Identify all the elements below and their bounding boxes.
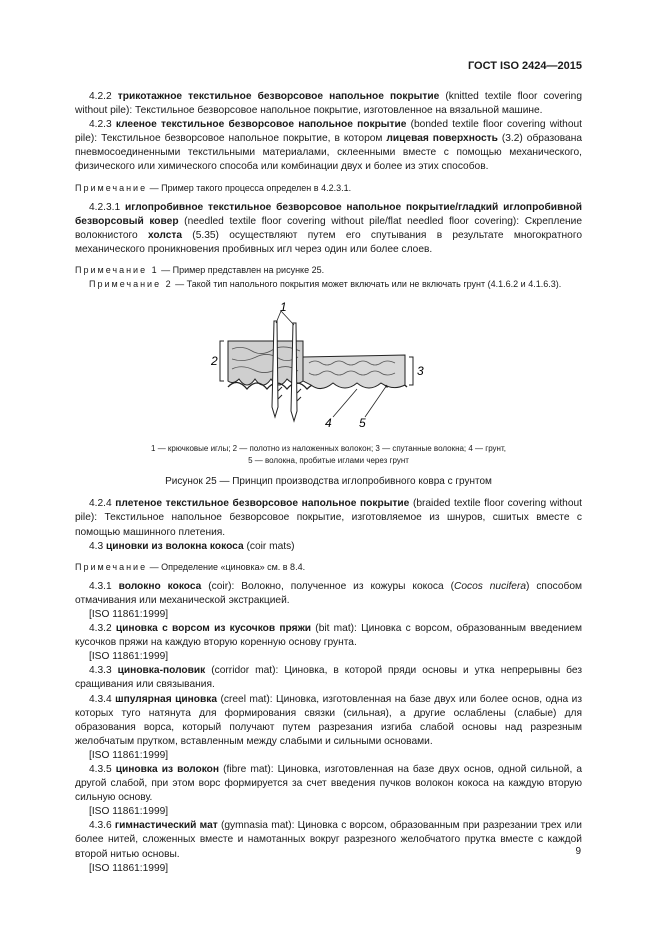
needle-hooks (278, 387, 301, 401)
clause-4-3-5: 4.3.5 циновка из волокон (fibre mat): Циновка, изготовленная на базе двух основ, одной сильной, а другой слабой, при этом ворс формируется за счет введения пучков волокон кокоса на каждую вторую сильную основу. (75, 764, 583, 804)
clause-4-2-3: 4.2.3 клееное текстильное безворсовое напольное покрытие (bonded textile floor covering without pile): Текстильное безворсовое напольное покрытие, в котором лицевая поверхность (3.2) образована пневмосоединенными текстильными материалами, склеенными вместе с помощью механического, физического или химического способа или комбинации двух и более из этих способов. (75, 119, 582, 173)
reference-4-3-2: [ISO 11861:1999] (89, 651, 169, 663)
figure-label-1: 1 (280, 300, 287, 315)
clause-4-3-6: 4.3.6 гимнастический мат (gymnasia mat): Циновка с ворсом, образованным при разрезании трех или более нитей, сложенных вместе и намотанных вокруг разрезного желобчатого прутка вместе с каждой второй нитью основы. (75, 820, 582, 860)
bracket-2 (220, 341, 224, 381)
legend-line-2: 5 — волокна, пробитые иглами через грунт (248, 456, 409, 466)
page-number: 9 (575, 846, 581, 857)
leader-4 (333, 389, 357, 417)
bracket-3 (409, 357, 413, 385)
note-4-2-3-1-a: Примечание 1 — Пример представлен на рисунке 25. (75, 265, 325, 276)
reference-4-3-6: [ISO 11861:1999] (89, 862, 169, 874)
figure-label-2: 2 (211, 354, 218, 369)
reference-4-3-5: [ISO 11861:1999] (89, 806, 169, 818)
note-4-2-3-1-b: Примечание 2 — Такой тип напольного покрытия может включать или не включать грунт (4.1.6.2 и 4.1.6.3). (89, 279, 562, 290)
hooked-needle-2 (291, 323, 297, 421)
leader-5 (365, 385, 387, 417)
figure-25-diagram (75, 299, 582, 439)
standard-code: ГОСТ ISO 2424—2015 (467, 60, 582, 72)
figure-caption: Рисунок 25 — Принцип производства иглопробивного ковра с грунтом (165, 476, 492, 488)
needle-punch-diagram (75, 299, 582, 439)
clause-4-2-2: 4.2.2 трикотажное текстильное безворсовое напольное покрытие (knitted textile floor covering without pile): Текстильное безворсовое напольное покрытие, изготовленное на вязальной машине. (75, 91, 582, 117)
clause-4-2-4: 4.2.4 плетеное текстильное безворсовое напольное покрытие (braided textile floor covering without pile): Текстильное напольное безворсовое покрытие, изготовляемое из шнуров, сшитых вместе с помощью машинного плетения. (75, 498, 583, 538)
reference-4-3-4: [ISO 11861:1999] (89, 749, 169, 761)
figure-label-5: 5 (359, 416, 366, 431)
figure-label-3: 3 (417, 364, 424, 379)
legend-line-1: 1 — крючковые иглы; 2 — полотно из наложенных волокон; 3 — спутанные волокна; 4 — грунт, (151, 444, 506, 454)
figure-legend (75, 443, 582, 467)
clause-4-2-3-1: 4.2.3.1 иглопробивное текстильное безворсовое напольное покрытие/гладкий иглопробивной безворсовый ковер (needled textile floor covering without pile/flat needled floor covering): Скрепление волокнистого холста (5.35) осуществляют путем его спутывания в результате многократного механического проникновения пробивных игл через один или более слоев. (75, 201, 582, 255)
clause-4-3: 4.3 циновки из волокна кокоса (coir mats) (89, 540, 295, 552)
note-4-2-3: Примечание — Пример такого процесса определен в 4.2.3.1. (75, 182, 352, 193)
clause-4-3-3: 4.3.3 циновка-половик (corridor mat): Циновка, в которой пряди основы и утка непрерывны без сращивания или связывания. (75, 665, 582, 691)
clause-4-3-1: 4.3.1 волокно кокоса (coir): Волокно, полученное из кожуры кокоса (Cocos nucifera) способом отмачивания или механической экстракцией. (75, 580, 582, 606)
clause-4-3-2: 4.3.2 циновка с ворсом из кусочков пряжи (bit mat): Циновка с ворсом, образованным введением кусочков пряжи на каждую вторую коренную основу грунта. (75, 623, 583, 649)
note-4-3: Примечание — Определение «циновка» см. в 8.4. (75, 561, 306, 572)
hooked-needle-1 (272, 321, 278, 417)
reference-4-3-1: [ISO 11861:1999] (89, 608, 169, 620)
clause-4-3-4: 4.3.4 шпулярная циновка (creel mat): Циновка, изготовленная на базе двух или более основ, одна из которых туго натянута для формирования связки (сильная), а другие ослаблены (слабые) для образования ворса, который получают путем разрезания изгиба слабой основы над разрезным желобчатым прутком, вставленным между слабыми и сильными основами. (75, 693, 582, 747)
figure-label-4: 4 (325, 416, 332, 431)
page-content (75, 90, 582, 876)
